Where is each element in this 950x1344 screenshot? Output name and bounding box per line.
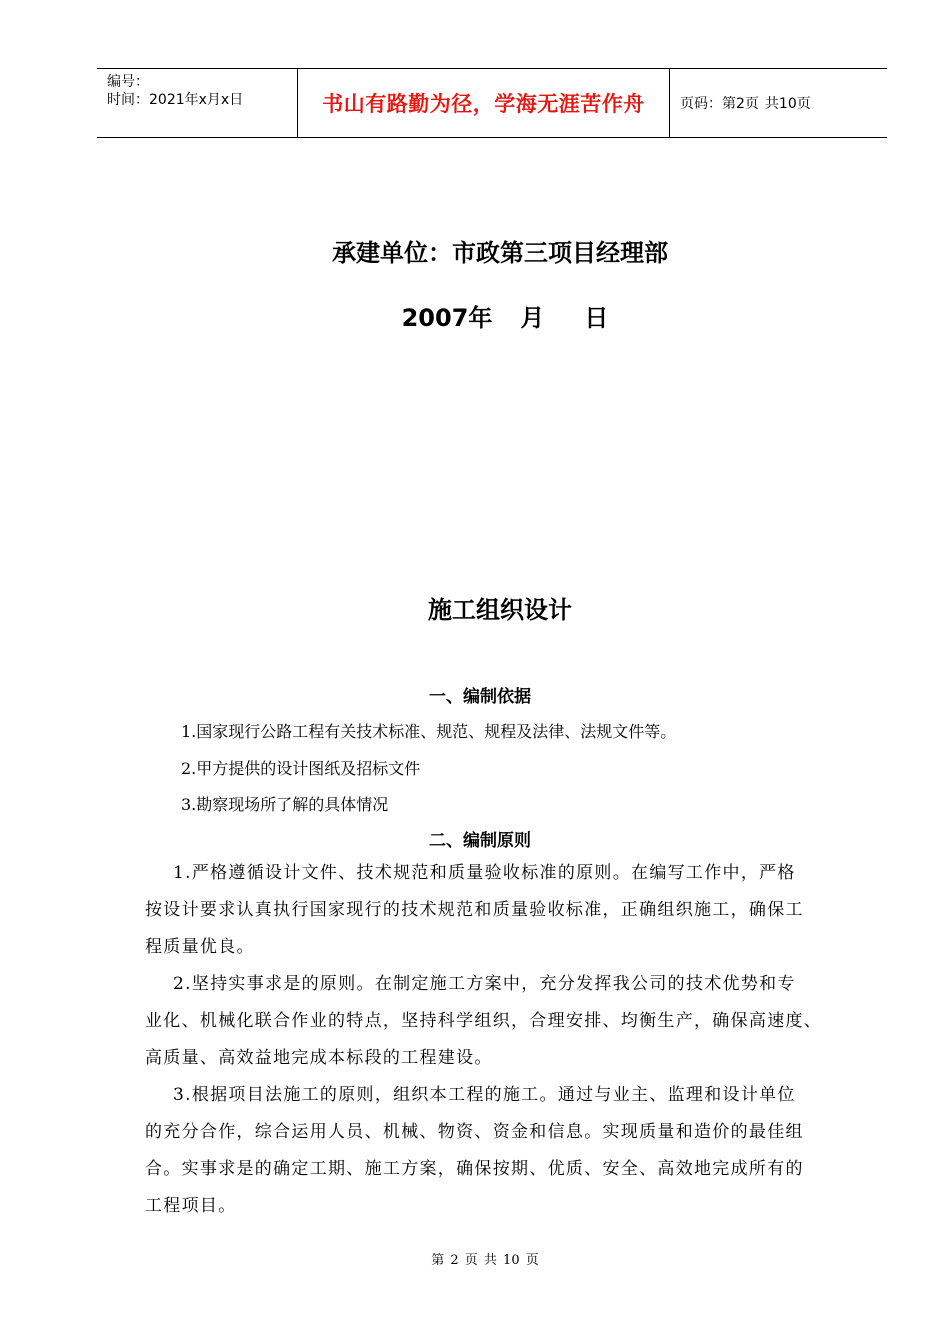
header-meta bbox=[97, 69, 298, 137]
construction-unit: 承建单位：市政第三项目经理部 bbox=[332, 239, 668, 267]
paragraph-line: 的充分合作，综合运用人员、机械、物资、资金和信息。实现质量和造价的最佳组 bbox=[145, 1122, 804, 1142]
paragraph-line: 业化、机械化联合作业的特点，坚持科学组织，合理安排、均衡生产，确保高速度、 bbox=[145, 1011, 823, 1031]
paragraph-line: 2.坚持实事求是的原则。在制定施工方案中，充分发挥我公司的技术优势和专 bbox=[173, 974, 796, 994]
paragraph-line: 程质量优良。 bbox=[145, 937, 255, 957]
date-month: 月 bbox=[520, 304, 545, 332]
paragraph bbox=[145, 966, 865, 1077]
paragraph-line: 3.根据项目法施工的原则，组织本工程的施工。通过与业主、监理和设计单位 bbox=[173, 1085, 796, 1105]
time-label: 时间：2021年x月x日 bbox=[107, 92, 244, 108]
paragraph-line: 按设计要求认真执行国家现行的技术规范和质量验收标准，正确组织施工，确保工 bbox=[145, 900, 804, 920]
section-heading-principles: 二、编制原则 bbox=[429, 831, 531, 851]
page-number: 页码：第2页 bbox=[680, 96, 759, 112]
number-label: 编号： bbox=[107, 74, 149, 90]
paragraph bbox=[145, 1077, 865, 1225]
page-total: 共10页 bbox=[764, 96, 811, 112]
paragraph bbox=[145, 855, 865, 966]
cover-date bbox=[30, 298, 950, 333]
section-heading-basis: 一、编制依据 bbox=[429, 687, 531, 707]
header-page-info bbox=[670, 69, 887, 137]
date-year: 2007年 bbox=[401, 304, 493, 332]
paragraph-line: 1.严格遵循设计文件、技术规范和质量验收标准的原则。在编写工作中，严格 bbox=[173, 863, 796, 883]
list-item: 2.甲方提供的设计图纸及招标文件 bbox=[181, 759, 421, 778]
paragraph-line: 工程项目。 bbox=[145, 1196, 237, 1216]
list-item: 3.勘察现场所了解的具体情况 bbox=[181, 795, 389, 814]
page-header bbox=[97, 68, 887, 138]
document-title: 施工组织设计 bbox=[428, 596, 572, 624]
date-day: 日 bbox=[584, 304, 609, 332]
paragraph-line: 合。实事求是的确定工期、施工方案，确保按期、优质、安全、高效地完成所有的 bbox=[145, 1159, 804, 1179]
list-item: 1.国家现行公路工程有关技术标准、规范、规程及法律、法规文件等。 bbox=[181, 722, 677, 741]
paragraph-line: 高质量、高效益地完成本标段的工程建设。 bbox=[145, 1048, 493, 1068]
header-slogan: 书山有路勤为径，学海无涯苦作舟 bbox=[298, 69, 670, 137]
page-footer: 第 2 页 共 10 页 bbox=[431, 1253, 539, 1268]
